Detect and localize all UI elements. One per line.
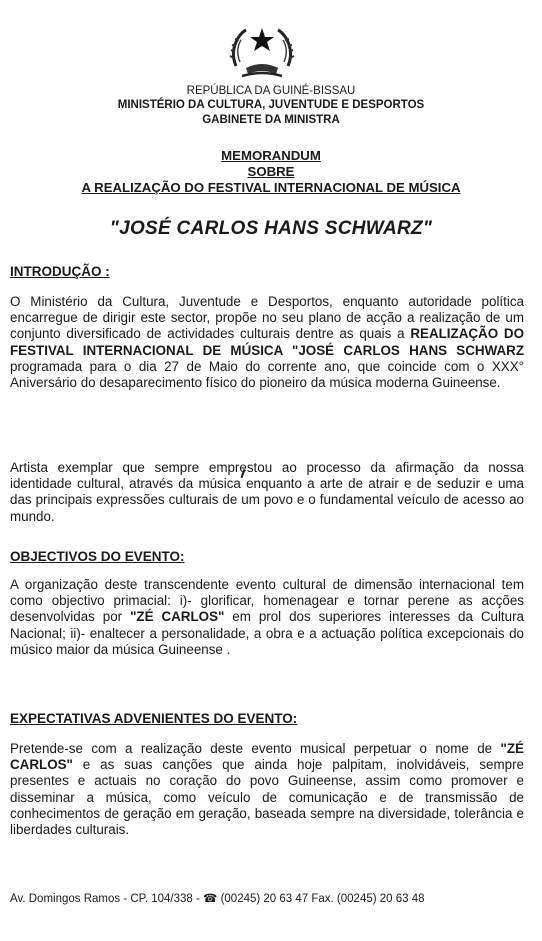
republic-name: REPÚBLICA DA GUINÉ-BISSAU	[186, 85, 356, 97]
expectations-paragraph	[10, 741, 524, 838]
intro-paragraph-1	[10, 294, 524, 391]
objectives-text-start: A organização deste transcendente evento cultural de dimensão internacional tem como objectivo primacial: i)- glorificar, homenagear e tornar perene as acções desenvolvidas por	[10, 577, 524, 625]
memorandum-about: SOBRE	[247, 164, 295, 179]
section-heading-introduction: INTRODUÇÃO :	[10, 264, 110, 279]
intro-text-start: O Ministério da Cultura, Juventude e Desportos, enquanto autoridade política encarregue de dirigir este sector, propõe no seu plano de acção a realização de um conjunto diversificado de actividades culturais dentre as quais a	[10, 294, 524, 342]
expectations-text-start: Pretende-se com a realização deste evento musical perpetuar o nome de	[10, 741, 501, 756]
intro-text-end: programada para o dia 27 de Maio do corrente ano, que coincide com o XXX° Aniversário do desaparecimento físico do pioneiro da música moderna Guineense.	[10, 358, 524, 391]
expectations-text-end: e as suas canções que ainda hoje palpitam, inolvidáveis, sempre presentes e actuais no coração do povo Guineense, assim como promover e disseminar a música, como veículo de comunicação e de transmissão de conhecimentos de geração em geração, baseada sempre na diversidade, tolerância e liberdades culturais.	[10, 757, 524, 838]
objectives-ze-carlos: "ZÉ CARLOS"	[130, 609, 225, 625]
footer-phone-fax: (00245) 20 63 47 Fax. (00245) 20 63 48	[217, 893, 425, 905]
section-heading-objectives: OBJECTIVOS DO EVENTO:	[10, 549, 185, 564]
intro-paragraph-2: Artista exemplar que sempre emprestou ao processo da afirmação da nossa identidade cultural, através da música enquanto a arte de atrair e de seduzir e uma das principais expressões culturais de um povo e o fundamental veículo de acesso ao mundo.	[10, 460, 524, 524]
ministry-name: MINISTÉRIO DA CULTURA, JUVENTUDE E DESPORTOS	[117, 99, 425, 111]
phone-icon: ☎	[203, 893, 218, 905]
festival-name: "JOSÉ CARLOS HANS SCHWARZ"	[109, 218, 433, 239]
memorandum-title: MEMORANDUM	[221, 148, 321, 163]
memorandum-subject: A REALIZAÇÃO DO FESTIVAL INTERNACIONAL DE MÚSICA	[81, 180, 461, 195]
intro-festival-highlight: REALIZAÇÃO DO FESTIVAL INTERNACIONAL DE MÚSICA "JOSÉ CARLOS HANS SCHWARZ	[10, 326, 524, 358]
office-name: GABINETE DA MINISTRA	[202, 114, 340, 126]
expectations-ze-carlos: "ZÉ CARLOS"	[10, 741, 524, 773]
footer-contacts	[10, 892, 530, 906]
objectives-paragraph	[10, 577, 524, 658]
section-heading-expectations: EXPECTATIVAS ADVENIENTES DO EVENTO:	[10, 711, 298, 726]
national-emblem-icon	[226, 22, 298, 84]
footer-address: Av. Domingos Ramos - CP. 104/338 -	[10, 893, 204, 905]
objectives-text-end: em prol dos superiores interesses da Cultura Nacional; ii)- enaltecer a personalidade, a obra e a actuação política excepcionais do músico maior da música Guineense .	[10, 609, 524, 657]
